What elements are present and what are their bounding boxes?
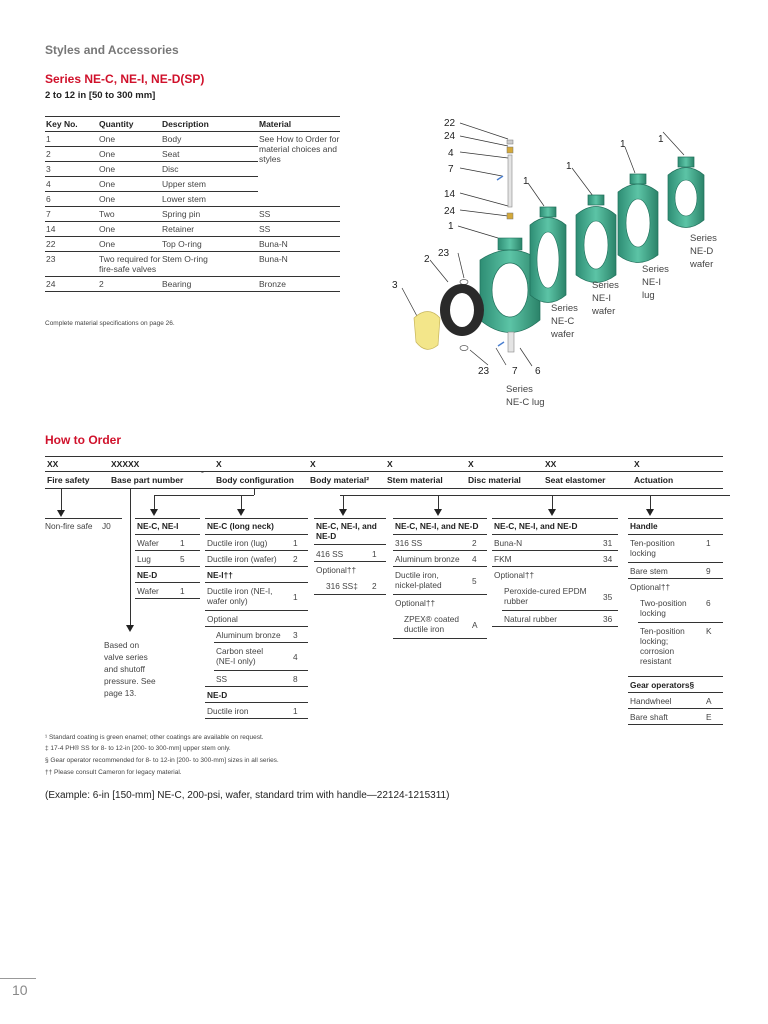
actuation-item: Ten-position locking; corrosion resistant <box>640 626 685 666</box>
size-range: 2 to 12 in [50 to 300 mm] <box>45 90 156 101</box>
parts-cell-qty: One <box>98 162 161 177</box>
body-material-item: 316 SS‡ <box>326 581 358 591</box>
parts-cell-qty: One <box>98 192 161 207</box>
base-wafer-label: Wafer <box>137 538 159 548</box>
seat-item: Peroxide-cured EPDM rubber <box>504 586 587 606</box>
body-material-title: NE-C, NE-I, and NE-D <box>316 521 377 541</box>
fire-safety-label: Non-fire safe <box>45 521 93 531</box>
field-body-material: Body material² <box>310 475 370 485</box>
code-body-config: X <box>216 459 222 469</box>
parts-cell-qty: Two <box>98 207 161 222</box>
field-fire-safety: Fire safety <box>47 475 90 485</box>
parts-cell-qty: One <box>98 147 161 162</box>
actuation-item: Bare shaft <box>630 712 668 722</box>
body-material-code: 2 <box>372 581 377 591</box>
seat-item: FKM <box>494 554 512 564</box>
body-config-item: Ductile iron (NE-I, wafer only) <box>207 586 273 606</box>
parts-cell-qty: One <box>98 222 161 237</box>
arrow-icon <box>57 510 65 517</box>
parts-cell-qty: One <box>98 132 161 147</box>
seat-code: 35 <box>603 592 613 602</box>
actuation-code: E <box>706 712 712 722</box>
base-ned-wafer-code: 1 <box>180 586 185 596</box>
body-config-code: 3 <box>293 630 298 640</box>
stem-disc-item: Aluminum bronze <box>395 554 460 564</box>
field-seat: Seat elastomer <box>545 475 606 485</box>
seat-item: Buna-N <box>494 538 523 548</box>
parts-cell-desc: Disc <box>161 162 258 177</box>
col-key: Key No. <box>45 117 98 132</box>
parts-row <box>45 132 340 147</box>
actuation-item: Two-position locking <box>640 598 687 618</box>
stem-disc-code: 4 <box>472 554 477 564</box>
base-lug-label: Lug <box>137 554 151 564</box>
base-ned-wafer-label: Wafer <box>137 586 159 596</box>
body-material-item: 416 SS <box>316 549 344 559</box>
parts-cell-desc: Upper stem <box>161 177 258 192</box>
col-mat: Material <box>258 117 340 132</box>
col-desc: Description <box>161 117 258 132</box>
parts-table <box>45 116 340 292</box>
order-example: (Example: 6-in [150-mm] NE-C, 200-psi, wafer, standard trim with handle—22124-1215311) <box>45 790 450 801</box>
field-actuation: Actuation <box>634 475 674 485</box>
callout-23b: 23 <box>478 366 490 377</box>
parts-cell-mat: SS <box>258 207 340 222</box>
series-title: Series NE-C, NE-I, NE-D(SP) <box>45 72 205 86</box>
callout-1d: 1 <box>620 139 626 150</box>
callout-24b: 24 <box>444 206 456 217</box>
base-lug-code: 5 <box>180 554 185 564</box>
code-body-material: X <box>310 459 316 469</box>
callout-7b: 7 <box>512 366 518 377</box>
callout-24: 24 <box>444 131 456 142</box>
actuation-item: Handwheel <box>630 696 672 706</box>
actuation-gear-title: Gear operators§ <box>630 680 695 690</box>
parts-cell-desc: Retainer <box>161 222 258 237</box>
fire-safety-code: J0 <box>102 521 111 531</box>
parts-cell-mat: Buna-N <box>258 252 340 277</box>
parts-cell-key: 7 <box>45 207 98 222</box>
seat-code: 31 <box>603 538 613 548</box>
actuation-item: Bare stem <box>630 566 668 576</box>
callout-7: 7 <box>448 164 454 175</box>
parts-cell-mat: See How to Order for material choices and styles <box>258 132 340 207</box>
stem-disc-item: ZPEX® coated ductile iron <box>404 614 459 634</box>
page-rule <box>0 978 36 979</box>
stem-disc-code: 5 <box>472 576 477 586</box>
label-series-ne-c-wafer: Series NE-C wafer <box>551 303 578 340</box>
label-series-ne-d-wafer: Series NE-D wafer <box>690 233 717 270</box>
parts-cell-key: 1 <box>45 132 98 147</box>
parts-row <box>45 222 340 237</box>
parts-cell-qty: Two required for fire-safe valves <box>98 252 161 277</box>
arrow-icon <box>150 509 158 516</box>
field-base-part: Base part number <box>111 475 184 485</box>
callout-1e: 1 <box>658 134 664 145</box>
base-group-2-title: NE-D <box>137 570 158 580</box>
parts-cell-key: 3 <box>45 162 98 177</box>
callout-14: 14 <box>444 189 456 200</box>
parts-cell-key: 4 <box>45 177 98 192</box>
parts-cell-qty: One <box>98 177 161 192</box>
stem-disc-item: Ductile iron, nickel-plated <box>395 570 442 590</box>
body-config-code: 8 <box>293 674 298 684</box>
body-material-optional: Optional†† <box>316 565 357 575</box>
parts-cell-qty: One <box>98 237 161 252</box>
base-part-note: Based on valve series and shutoff pressure. See page 13. <box>104 640 156 698</box>
callout-22: 22 <box>444 118 456 129</box>
body-material-code: 1 <box>372 549 377 559</box>
code-disc-material: X <box>468 459 474 469</box>
actuation-code: A <box>706 696 712 706</box>
body-config-item: Ductile iron (lug) <box>207 538 268 548</box>
parts-cell-desc: Spring pin <box>161 207 258 222</box>
parts-row <box>45 277 340 292</box>
exploded-valve-diagram <box>380 110 730 420</box>
actuation-code: K <box>706 626 712 636</box>
body-config-code: 1 <box>293 706 298 716</box>
body-config-code: 1 <box>293 592 298 602</box>
stem-disc-title: NE-C, NE-I, and NE-D <box>395 521 479 531</box>
arrow-icon <box>548 509 556 516</box>
parts-cell-desc: Body <box>161 132 258 147</box>
arrow-icon <box>646 509 654 516</box>
seat-code: 34 <box>603 554 613 564</box>
actuation-title: Handle <box>630 521 658 531</box>
actuation-optional: Optional†† <box>630 582 671 592</box>
arrow-icon <box>434 509 442 516</box>
arrow-icon <box>126 625 134 632</box>
code-seat: XX <box>545 459 557 469</box>
section-kicker: Styles and Accessories <box>45 43 179 57</box>
parts-cell-qty: 2 <box>98 277 161 292</box>
parts-cell-desc: Top O-ring <box>161 237 258 252</box>
body-config-code: 4 <box>293 652 298 662</box>
field-stem-material: Stem material <box>387 475 443 485</box>
page-number: 10 <box>12 982 28 998</box>
body-config-code: 1 <box>293 538 298 548</box>
label-series-ne-i-wafer: Series NE-I wafer <box>592 280 619 317</box>
parts-cell-desc: Lower stem <box>161 192 258 207</box>
field-disc-material: Disc material <box>468 475 521 485</box>
code-fire-safety: XX <box>47 459 59 469</box>
parts-table-header <box>45 117 340 132</box>
callout-6: 6 <box>535 366 541 377</box>
stem-disc-code: A <box>472 620 478 630</box>
body-config-g1-title: NE-C (long neck) <box>207 521 274 531</box>
parts-cell-mat: SS <box>258 222 340 237</box>
body-config-g2-title: NE-I†† <box>207 570 233 580</box>
body-config-g3-title: NE-D <box>207 690 228 700</box>
base-wafer-code: 1 <box>180 538 185 548</box>
callout-3: 3 <box>392 280 398 291</box>
callout-1b: 1 <box>523 176 529 187</box>
code-actuation: X <box>634 459 640 469</box>
actuation-item: Ten-position locking <box>630 538 675 558</box>
base-group-1-title: NE-C, NE-I <box>137 521 179 531</box>
seat-optional: Optional†† <box>494 570 535 580</box>
stem-disc-item: 316 SS <box>395 538 423 548</box>
stem-disc-optional: Optional†† <box>395 598 436 608</box>
parts-row <box>45 207 340 222</box>
parts-cell-desc: Bearing <box>161 277 258 292</box>
label-series-ne-c-lug: Series NE-C lug <box>506 384 545 408</box>
actuation-code: 6 <box>706 598 711 608</box>
body-config-code: 2 <box>293 554 298 564</box>
code-base-part: XXXXX <box>111 459 140 469</box>
parts-cell-key: 24 <box>45 277 98 292</box>
callout-2: 2 <box>424 254 430 265</box>
parts-row <box>45 252 340 277</box>
callout-4: 4 <box>448 148 454 159</box>
footnote: ‡ 17-4 PH® SS for 8- to 12-in [200- to 300-mm] upper stem only. <box>45 745 231 752</box>
footnote: †† Please consult Cameron for legacy material. <box>45 769 182 776</box>
parts-cell-mat: Buna-N <box>258 237 340 252</box>
label-series-ne-i-lug: Series NE-I lug <box>642 264 669 301</box>
seat-title: NE-C, NE-I, and NE-D <box>494 521 578 531</box>
parts-cell-key: 6 <box>45 192 98 207</box>
body-config-item: Ductile iron <box>207 706 249 716</box>
body-config-item: Carbon steel (NE-I only) <box>216 646 264 666</box>
parts-cell-key: 2 <box>45 147 98 162</box>
arrow-icon <box>339 509 347 516</box>
callout-1: 1 <box>448 221 454 232</box>
parts-cell-key: 23 <box>45 252 98 277</box>
callout-23: 23 <box>438 248 450 259</box>
parts-cell-key: 14 <box>45 222 98 237</box>
stem-disc-code: 2 <box>472 538 477 548</box>
seat-item: Natural rubber <box>504 614 558 624</box>
body-config-item: Aluminum bronze <box>216 630 281 640</box>
body-config-optional: Optional <box>207 614 238 624</box>
parts-cell-mat: Bronze <box>258 277 340 292</box>
parts-cell-desc: Seat <box>161 147 258 162</box>
footnote: § Gear operator recommended for 8- to 12-in [200- to 300-mm] sizes in all series. <box>45 757 279 764</box>
parts-cell-desc: Stem O-ring <box>161 252 258 277</box>
footnote: ¹ Standard coating is green enamel; other coatings are available on request. <box>45 734 264 741</box>
col-qty: Quantity <box>98 117 161 132</box>
callout-1c: 1 <box>566 161 572 172</box>
code-stem-material: X <box>387 459 393 469</box>
parts-cell-key: 22 <box>45 237 98 252</box>
actuation-code: 9 <box>706 566 711 576</box>
field-body-config: Body configuration <box>216 475 294 485</box>
how-to-order-title: How to Order <box>45 433 122 447</box>
parts-row <box>45 237 340 252</box>
body-config-item: Ductile iron (wafer) <box>207 554 277 564</box>
body-config-item: SS <box>216 674 228 684</box>
parts-note: Complete material specifications on page 26. <box>45 320 175 327</box>
actuation-code: 1 <box>706 538 711 548</box>
seat-code: 36 <box>603 614 613 624</box>
arrow-icon <box>237 509 245 516</box>
